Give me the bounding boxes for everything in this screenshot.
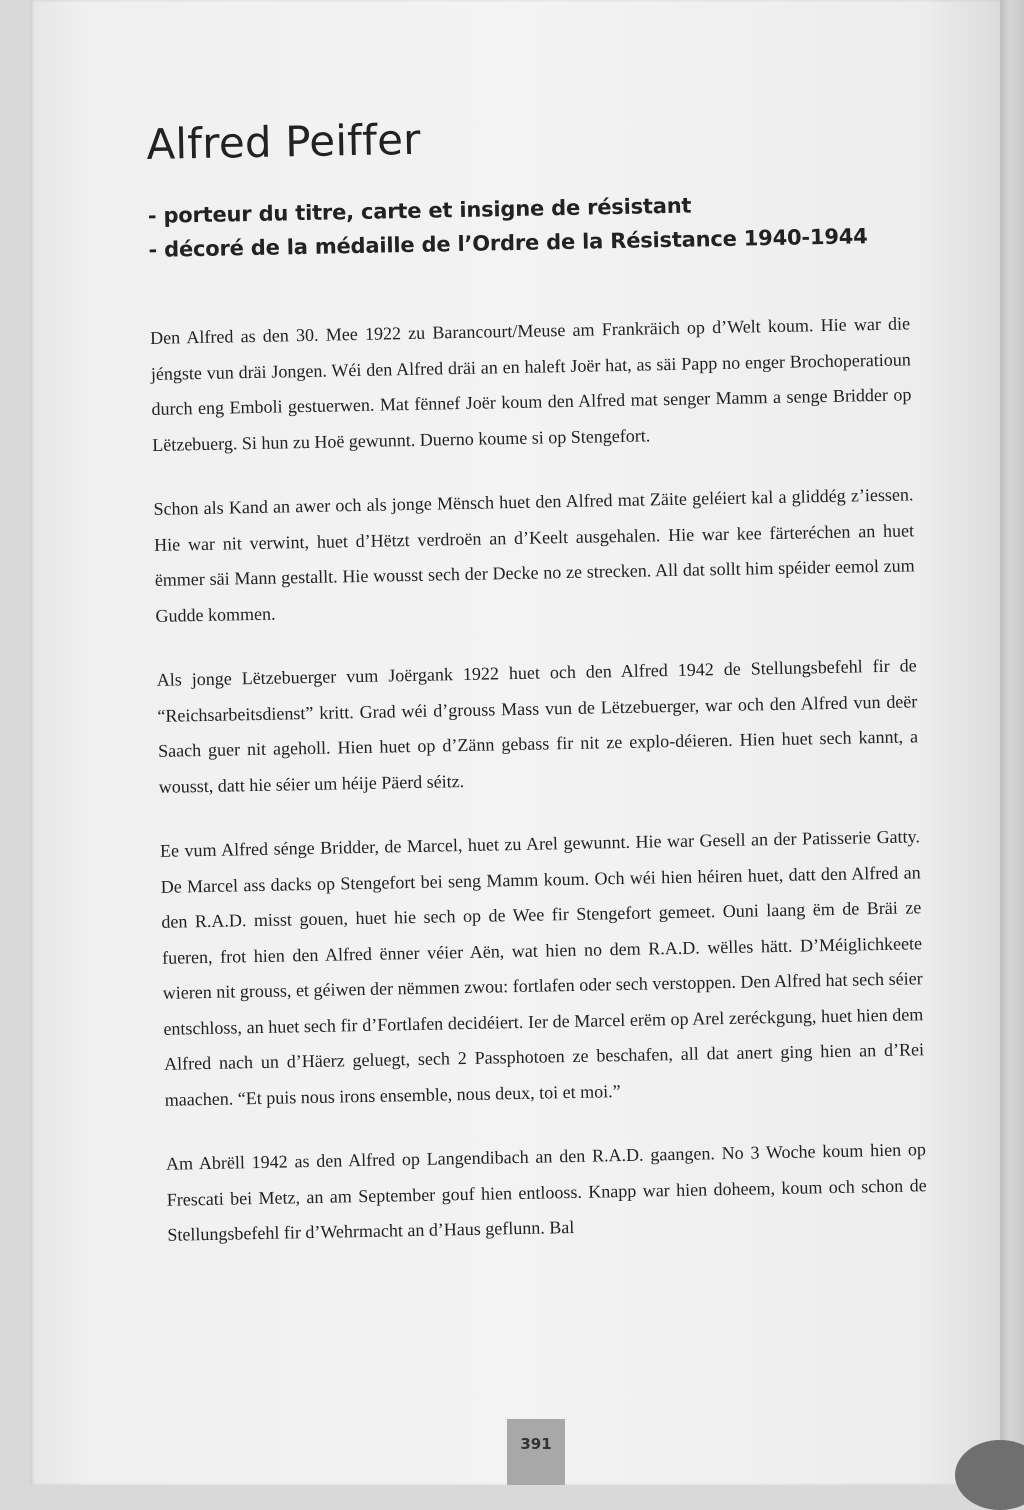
page-number: 391 xyxy=(520,1435,552,1453)
paragraph: Als jonge Lëtzebuerger vum Joërgank 1922 huet och den Alfred 1942 de Stellungsbefehl fir de “Reichsarbeitsdienst” kritt. Grad wéi d’grouss Mass vun de Lëtzebuerger, war och den Alfred vun deër Saach guer nit ageholl. Hien huet op d’Zänn gebass fir nit ze explo-déieren. Hien huet sech kannt, a wousst, datt hie séier um héije Päerd séitz. xyxy=(156,655,919,797)
page-content xyxy=(146,105,928,1282)
subtitle-line: - porteur du titre, carte et insigne de résistant xyxy=(147,193,692,228)
page-title: Alfred Peiffer xyxy=(146,114,422,169)
paragraph: Am Abrëll 1942 as den Alfred op Langendibach an den R.A.D. gaangen. No 3 Woche koum hien op Frescati bei Metz, an am September gouf hien entlooss. Knapp war hien doheem, koum och schon de Stellungsbefehl fir d’Wehrmacht an d’Haus geflunn. Bal xyxy=(165,1139,927,1245)
paragraph: Den Alfred as den 30. Mee 1922 zu Barancourt/Meuse am Frankräich op d’Welt koum. Hie war die jéngste vun dräi Jongen. Wéi den Alfred dräi an en haleft Joër hat, as säi Papp no enger Brochoperatioun durch eng Emboli gestuerwen. Mat fënnef Joër koum den Alfred mat senger Mamm a senge Bridder op Lëtzebuerg. Si hun zu Hoë gewunnt. Duerno koume si op Stengefort. xyxy=(149,313,912,455)
subtitle-line: - décoré de la médaille de l’Ordre de la Résistance 1940-1944 xyxy=(148,224,868,262)
page-number-box xyxy=(507,1419,565,1485)
facing-page-edge xyxy=(1000,0,1024,1485)
subtitle-block xyxy=(148,184,909,267)
paragraph: Schon als Kand an awer och als jonge Mënsch huet den Alfred mat Zäite geléiert kal a gliddég z’iessen. Hie war nit verwint, huet d’Hëtzt verdroën an d’Keelt ausgehalen. Hie war kee färteréchen an huet ëmmer säi Mann gestallt. Hie wousst sech der Decke no ze strecken. All dat sollt him spéider eemol zum Gudde kommen. xyxy=(153,484,915,626)
paragraph: Ee vum Alfred sénge Bridder, de Marcel, huet zu Arel gewunnt. Hie war Gesell an der Patisserie Gatty. De Marcel ass dacks op Stengefort bei seng Mamm koum. Och wéi hien héiren huet, datt den Alfred an den R.A.D. misst gouen, huet hie sech op de Wee fir Stengefort gemeet. Ouni laang ëm de Bräi ze fueren, frot hien den Alfred ënner véier Aën, wat hien no dem R.A.D. wëlles hätt. D’Méiglichkeete wieren nit grouss, et géiwen der nëmmen zwou: fortlafen oder sech verstoppen. Den Alfred hat sech séier entschloss, an huet sech fir d’Fortlafen decidéiert. Ier de Marcel erëm op Arel zeréckgung, huet hien dem Alfred nach un d’Häerz geluegt, sech 2 Passphotoen ze beschafen, all dat anert ging hien an d’Rei maachen. “Et puis nous irons ensemble, nous deux, toi et moi.” xyxy=(159,826,925,1110)
